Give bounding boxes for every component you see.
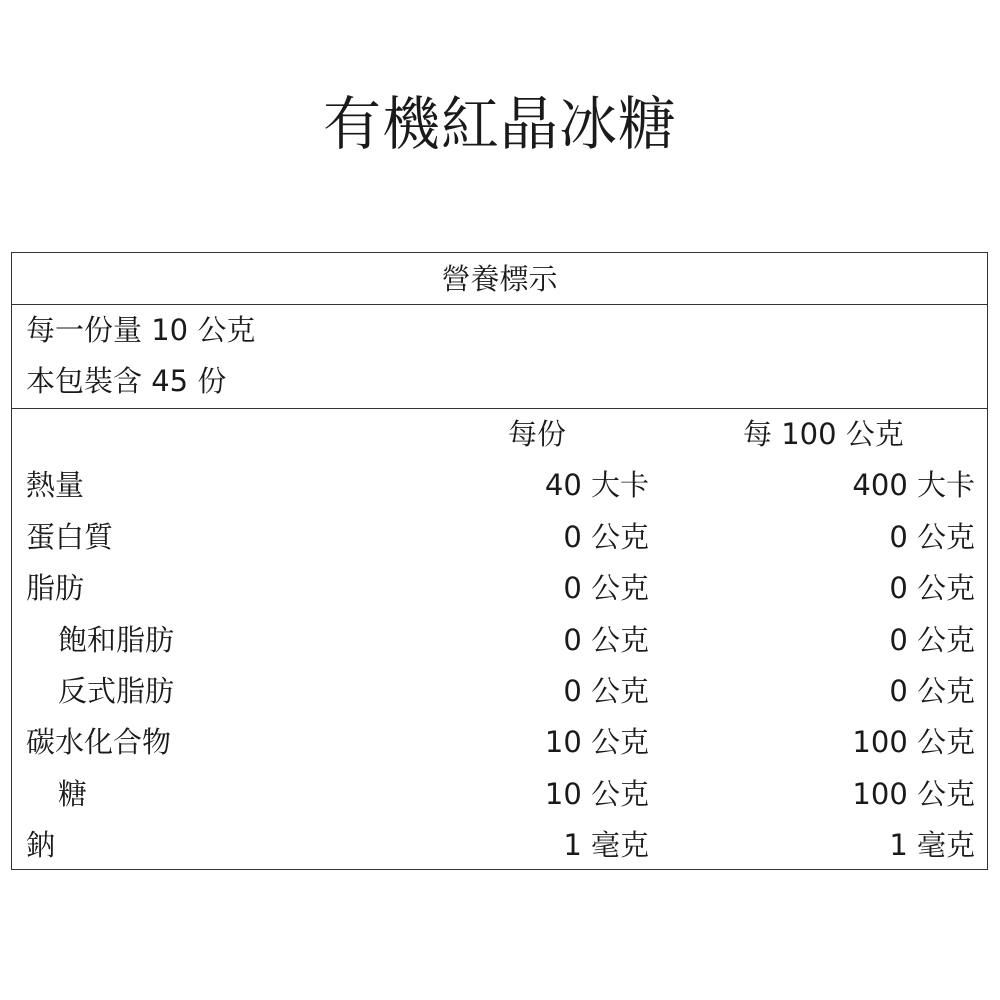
nutrient-row-sugar [12,769,987,820]
nutrient-name: 脂肪 [26,571,85,606]
nutrient-per-serving: 0 公克 [563,571,649,606]
nutrition-facts-table [11,252,988,870]
nutrient-per-100g: 0 公克 [889,571,975,606]
nutrient-per-serving: 1 毫克 [563,828,649,863]
nutrient-row-sodium [12,820,987,871]
nutrient-per-serving: 10 公克 [544,776,649,811]
column-header-row [12,409,987,460]
nutrient-row-fat [12,563,987,614]
nutrient-per-100g: 0 公克 [889,622,975,657]
nutrient-row-carbohydrate [12,717,987,768]
nutrient-row-energy [12,460,987,511]
nutrient-name: 蛋白質 [26,519,114,554]
nutrient-per-100g: 400 大卡 [852,468,975,503]
servings-per-package: 本包裝含 45 份 [26,364,227,398]
product-title: 有機紅晶冰糖 [322,90,677,158]
nutrient-name: 碳水化合物 [26,725,172,760]
nutrition-facts-header: 營養標示 [12,253,987,305]
column-header-per-serving: 每份 [508,417,567,451]
serving-info [12,305,987,409]
nutrient-per-100g: 1 毫克 [889,828,975,863]
nutrient-per-100g: 100 公克 [852,725,975,760]
nutrient-row-trans-fat [12,666,987,717]
nutrient-name: 鈉 [26,828,56,863]
nutrient-per-serving: 0 公克 [563,622,649,657]
nutrient-per-serving: 0 公克 [563,519,649,554]
nutrient-table [12,409,987,872]
nutrient-per-100g: 0 公克 [889,519,975,554]
nutrient-per-serving: 0 公克 [563,673,649,708]
nutrient-name: 飽和脂肪 [58,622,175,657]
nutrient-name: 反式脂肪 [58,673,175,708]
nutrient-per-serving: 40 大卡 [544,468,649,503]
nutrient-name: 糖 [58,776,88,811]
nutrient-row-protein [12,512,987,563]
serving-size: 每一份量 10 公克 [26,313,256,347]
nutrient-per-serving: 10 公克 [544,725,649,760]
nutrient-name: 熱量 [26,468,85,503]
column-header-per-100g: 每 100 公克 [743,417,904,451]
nutrient-per-100g: 0 公克 [889,673,975,708]
nutrient-per-100g: 100 公克 [852,776,975,811]
nutrient-row-saturated-fat [12,615,987,666]
